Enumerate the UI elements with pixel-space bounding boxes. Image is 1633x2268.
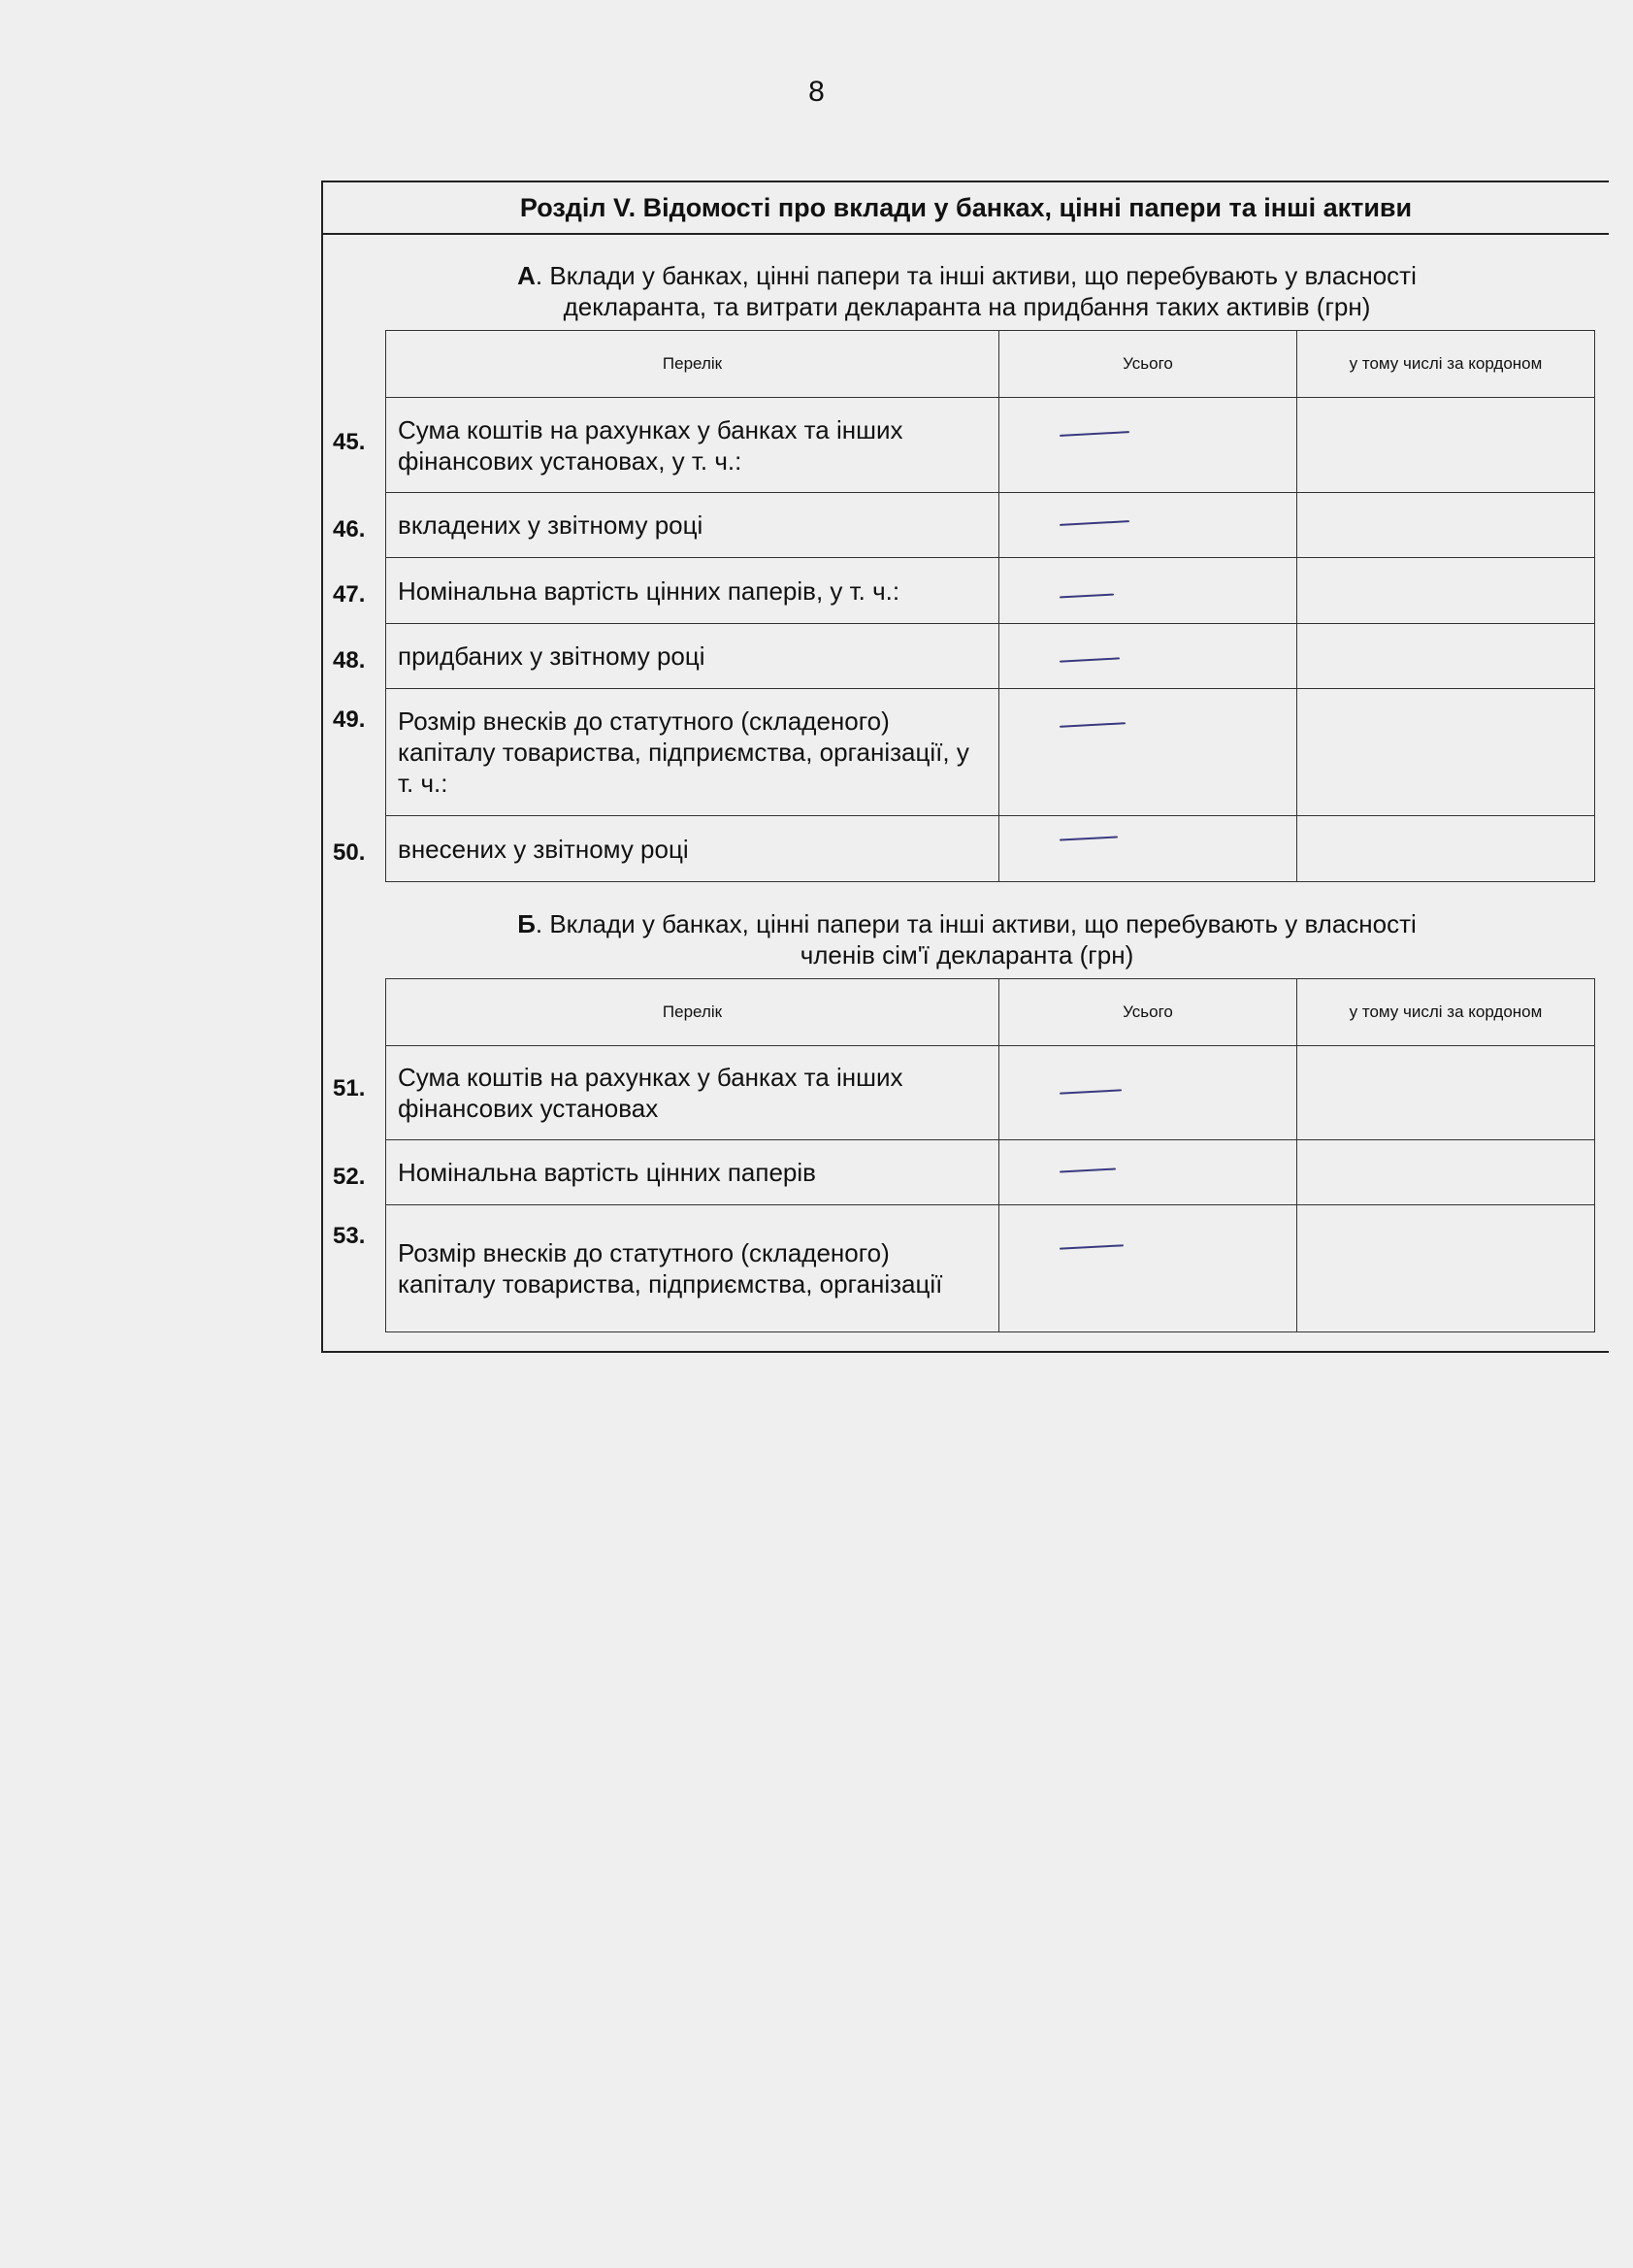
table-row — [386, 624, 1595, 689]
abroad-cell — [1297, 493, 1595, 558]
total-cell — [999, 1205, 1297, 1332]
abroad-cell — [1297, 558, 1595, 624]
table-row — [386, 1205, 1595, 1332]
total-cell — [999, 493, 1297, 558]
total-cell — [999, 558, 1297, 624]
total-cell — [999, 624, 1297, 689]
table-row — [386, 493, 1595, 558]
column-header-abroad: у тому числі за кордоном — [1297, 979, 1595, 1046]
handwritten-dash — [1060, 1089, 1122, 1094]
row-number: 51. — [333, 1075, 366, 1101]
column-header-list: Перелік — [386, 979, 999, 1046]
table-header-row — [386, 979, 1595, 1046]
table-row — [386, 816, 1595, 882]
abroad-cell — [1297, 398, 1595, 493]
row-label-cell — [333, 558, 999, 624]
row-label: Номінальна вартість цінних паперів, у т. ч.: — [398, 575, 900, 606]
row-label: Розмір внесків до статутного (складеного) капіталу товариства, підприємства, організації, у т. ч.: — [398, 707, 969, 798]
part-a-title — [323, 260, 1611, 322]
row-label-cell — [333, 1046, 999, 1140]
handwritten-dash — [1060, 836, 1118, 840]
table-row — [386, 1046, 1595, 1140]
handwritten-dash — [1060, 1244, 1124, 1249]
handwritten-dash — [1060, 520, 1129, 526]
section-v — [321, 181, 1609, 1353]
column-header-total: Усього — [999, 979, 1297, 1046]
abroad-cell — [1297, 1046, 1595, 1140]
table-header-row — [386, 331, 1595, 398]
row-label: придбаних у звітному році — [398, 641, 705, 671]
row-label: Сума коштів на рахунках у банках та інших фінансових установах, у т. ч.: — [398, 414, 903, 476]
total-cell — [999, 1140, 1297, 1205]
abroad-cell — [1297, 689, 1595, 816]
abroad-cell — [1297, 1205, 1595, 1332]
page-number: 8 — [808, 76, 825, 108]
part-b-title-line2: членів сім'ї декларанта (грн) — [800, 940, 1134, 970]
total-cell — [999, 689, 1297, 816]
total-cell — [999, 816, 1297, 882]
abroad-cell — [1297, 624, 1595, 689]
table-row — [386, 558, 1595, 624]
row-number: 52. — [333, 1164, 366, 1190]
row-label: Сума коштів на рахунках у банках та інших фінансових установах — [398, 1063, 903, 1123]
handwritten-dash — [1060, 722, 1126, 728]
row-number: 49. — [333, 707, 366, 733]
row-number: 46. — [333, 516, 366, 542]
row-number: 48. — [333, 647, 366, 674]
handwritten-dash — [1060, 594, 1114, 599]
section-title: Розділ V. Відомості про вклади у банках, цінні папери та інші активи — [323, 182, 1609, 235]
part-a-table — [333, 330, 1595, 882]
row-label: Розмір внесків до статутного (складеного) капіталу товариства, підприємства, організації — [398, 1238, 943, 1298]
total-cell — [999, 398, 1297, 493]
handwritten-dash — [1060, 657, 1120, 662]
part-b-letter: Б — [517, 909, 536, 938]
column-header-total: Усього — [999, 331, 1297, 398]
handwritten-dash — [1060, 431, 1129, 437]
row-label-cell — [333, 398, 999, 493]
part-b-table — [333, 978, 1595, 1332]
column-header-abroad: у тому числі за кордоном — [1297, 331, 1595, 398]
row-label-cell — [333, 624, 999, 689]
abroad-cell — [1297, 1140, 1595, 1205]
part-a-letter: А — [517, 261, 536, 290]
row-label-cell — [333, 689, 999, 816]
part-b-title — [323, 908, 1611, 970]
handwritten-dash — [1060, 1167, 1116, 1172]
total-cell — [999, 1046, 1297, 1140]
row-label-cell — [333, 816, 999, 882]
abroad-cell — [1297, 816, 1595, 882]
row-number: 53. — [333, 1223, 366, 1249]
part-b-title-line1: . Вклади у банках, цінні папери та інші активи, що перебувають у власності — [535, 909, 1417, 938]
row-label-cell — [333, 493, 999, 558]
row-label-cell — [333, 1205, 999, 1332]
row-label: внесених у звітному році — [398, 834, 689, 864]
row-label: вкладених у звітному році — [398, 510, 703, 540]
row-number: 50. — [333, 839, 366, 866]
row-number: 47. — [333, 581, 366, 608]
row-number: 45. — [333, 429, 366, 455]
table-row — [386, 398, 1595, 493]
table-row — [386, 1140, 1595, 1205]
row-label: Номінальна вартість цінних паперів — [398, 1158, 816, 1187]
row-label-cell — [333, 1140, 999, 1205]
table-row — [386, 689, 1595, 816]
column-header-list: Перелік — [386, 331, 999, 398]
part-a-title-line1: . Вклади у банках, цінні папери та інші активи, що перебувають у власності — [535, 261, 1417, 290]
part-a-title-line2: декларанта, та витрати декларанта на придбання таких активів (грн) — [563, 292, 1371, 321]
